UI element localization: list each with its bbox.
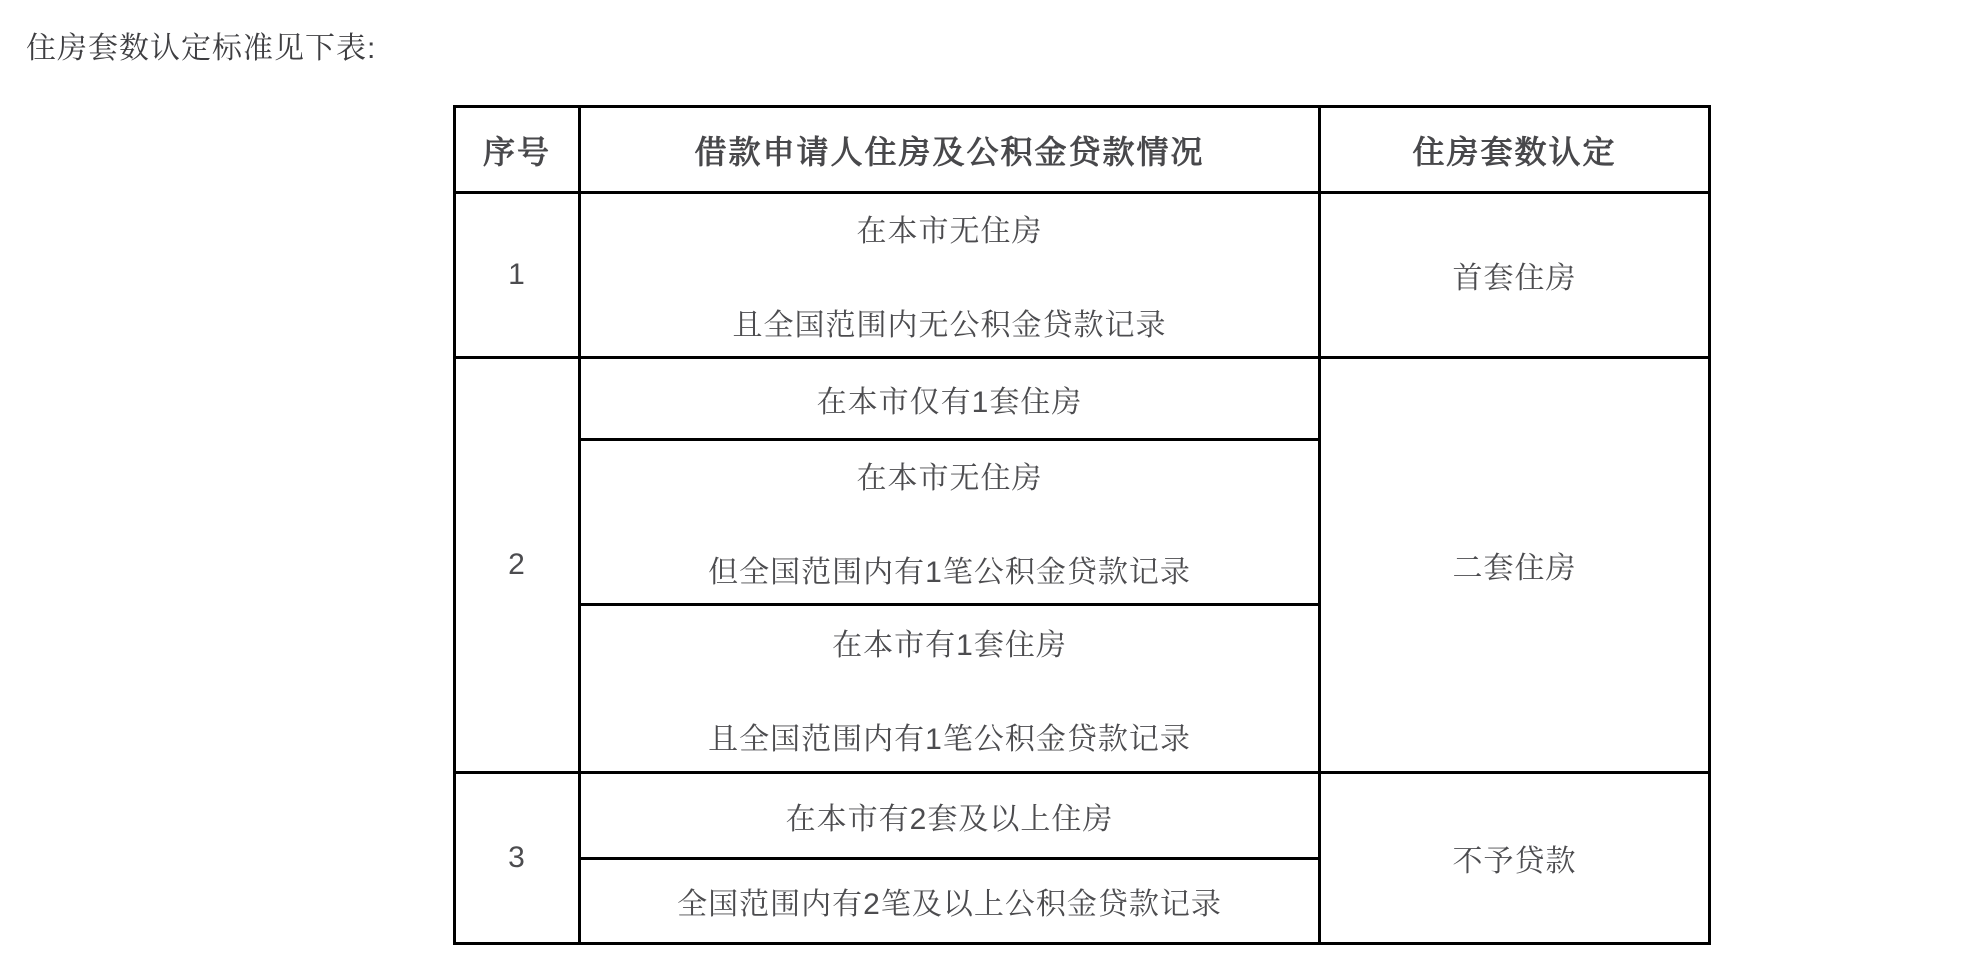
row-2-index: 2 [455,358,580,773]
column-header-index: 序号 [455,107,580,193]
row-3-result: 不予贷款 [1320,773,1710,944]
row-2-condition-1 [580,358,1320,440]
column-header-loan-situation: 借款申请人住房及公积金贷款情况 [580,107,1320,193]
condition-line: 在本市有2套及以上住房 [785,802,1114,836]
condition-line: 在本市无住房 [856,462,1043,495]
condition-line: 且全国范围内无公积金贷款记录 [732,309,1167,342]
page-title: 住房套数认定标准见下表: [26,32,377,65]
table-header-row [455,107,1710,193]
row-3-condition-1 [580,773,1320,859]
row-2-condition-2 [580,440,1320,605]
row-1-index: 1 [455,193,580,358]
row-3-index: 3 [455,773,580,944]
condition-line: 在本市无住房 [856,215,1043,248]
housing-count-table [453,105,1711,945]
row-2-condition-3 [580,605,1320,773]
condition-line: 且全国范围内有1笔公积金贷款记录 [708,722,1191,756]
row-2-result: 二套住房 [1320,358,1710,773]
row-3-condition-2 [580,859,1320,944]
condition-line: 全国范围内有2笔及以上公积金贷款记录 [677,888,1222,921]
column-header-determination: 住房套数认定 [1320,107,1710,193]
condition-line: 在本市有1套住房 [832,628,1067,662]
row-1-condition [580,193,1320,358]
table-row-1 [455,193,1710,358]
table-row-3a [455,773,1710,859]
row-1-result: 首套住房 [1320,193,1710,358]
table-row-2a [455,358,1710,440]
condition-line: 在本市仅有1套住房 [816,385,1083,419]
condition-line: 但全国范围内有1笔公积金贷款记录 [708,556,1191,589]
